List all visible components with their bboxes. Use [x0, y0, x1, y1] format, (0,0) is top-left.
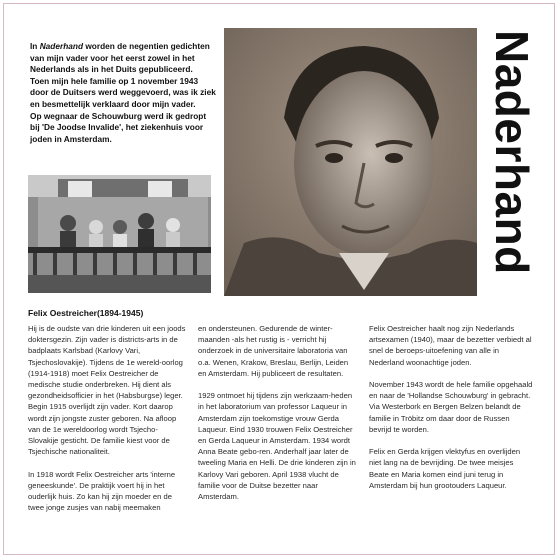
intro-paragraph-1: In Naderhand worden de negentien gedichten van mijn vader voor het eerst zowel in het Nederlands als in het Duits gepubliceerd. — [30, 41, 210, 75]
intro-paragraph-2: Toen mijn hele familie op 1 november 1943 door de Duitsers werd weggevoerd, was ik ziek en besmettelijk verklaard door mijn vader. — [30, 75, 216, 109]
family-balcony-photo — [28, 175, 211, 293]
portrait-photo — [224, 28, 477, 296]
intro-text — [30, 41, 218, 145]
column-3-paragraph-2: November 1943 wordt de hele familie opgehaald en naar de 'Hollandse Schouwburg' in gebracht. Via Westerbork en Bergen Belzen belandt de familie in Tröbitz om daar door de Russen bevrijd te worden. — [369, 380, 533, 434]
text-column-3 — [369, 323, 534, 502]
column-3-paragraph-1: Felix Oestreicher haalt nog zijn Nederlands artsexamen (1940), maar de bezetter verbiedt al snel de beroeps-uitoefening van alle in Nederland woonachtige joden. — [369, 324, 532, 367]
photo-caption: Felix Oestreicher(1894-1945) — [28, 308, 144, 318]
column-1-paragraph-1: Hij is de oudste van drie kinderen uit een joods doktersgezin. Zijn vader is districts-arts in de badplaats Karlsbad (Karlovy Vari, Tsjechoslovakije). Tijdens de 1e wereld-oorlog (1914-1918) moet Felix Oestreicher de medische studie onderbreken. Hij dient als gezondheidsofficier in het (Habsburgse) leger. Begin 1915 overlijdt zijn vader. Kort daarop wordt zijn jongste zuster geboren. Na afloop van de 1e wereldoorlog wordt Tsjecho-Slovakije gesticht. De familie kiest voor de Tsjechische nationaliteit. — [28, 324, 186, 457]
column-2-paragraph-1: en ondersteunen. Gedurende de winter-maanden -als het rustig is - verricht hij onderzoek in de universitaire laboratoria van o.a. Wenen, Krakow, Breslau, Berlijn, Leiden en Amsterdam. Hij publiceert de resultaten. — [198, 324, 349, 378]
column-3-paragraph-3: Felix en Gerda krijgen vlektyfus en overlijden niet lang na de bevrijding. De twee meisjes Beate en Maria komen eind juni terug in Amsterdam bij hun grootouders Laqueur. — [369, 447, 521, 490]
intro-paragraph-3: Op wegnaar de Schouwburg werd ik gedropt bij 'De Joodse Invalide', het ziekenhuis voor joden in Amsterdam. — [30, 110, 207, 144]
vertical-title — [488, 30, 536, 300]
column-2-paragraph-2: 1929 ontmoet hij tijdens zijn werkzaam-heden in het laboratorium van professor Laqueur in Amsterdam zijn toekomstige vrouw Gerda Laqueur. Eind 1930 trouwen Felix Oestreicher en Gerda Laqueur in Amsterdam. 1934 wordt Anna Beate gebo-ren. Anderhalf jaar later de tweeling Maria en Helli. De drie kinderen zijn in Karlovy Vari geboren. April 1938 vlucht de familie voor de Duitse bezetter naar Amsterdam. — [198, 391, 356, 502]
text-column-1 — [28, 323, 188, 525]
text-column-2 — [198, 323, 358, 513]
title-text: Naderhand — [486, 30, 538, 275]
column-1-paragraph-2: In 1918 wordt Felix Oestreicher arts 'interne geneeskunde'. De praktijk voert hij in het ouderlijk huis. Zo kan hij zijn moeder en de twee jonge zusjes van nabij meemaken — [28, 469, 176, 513]
